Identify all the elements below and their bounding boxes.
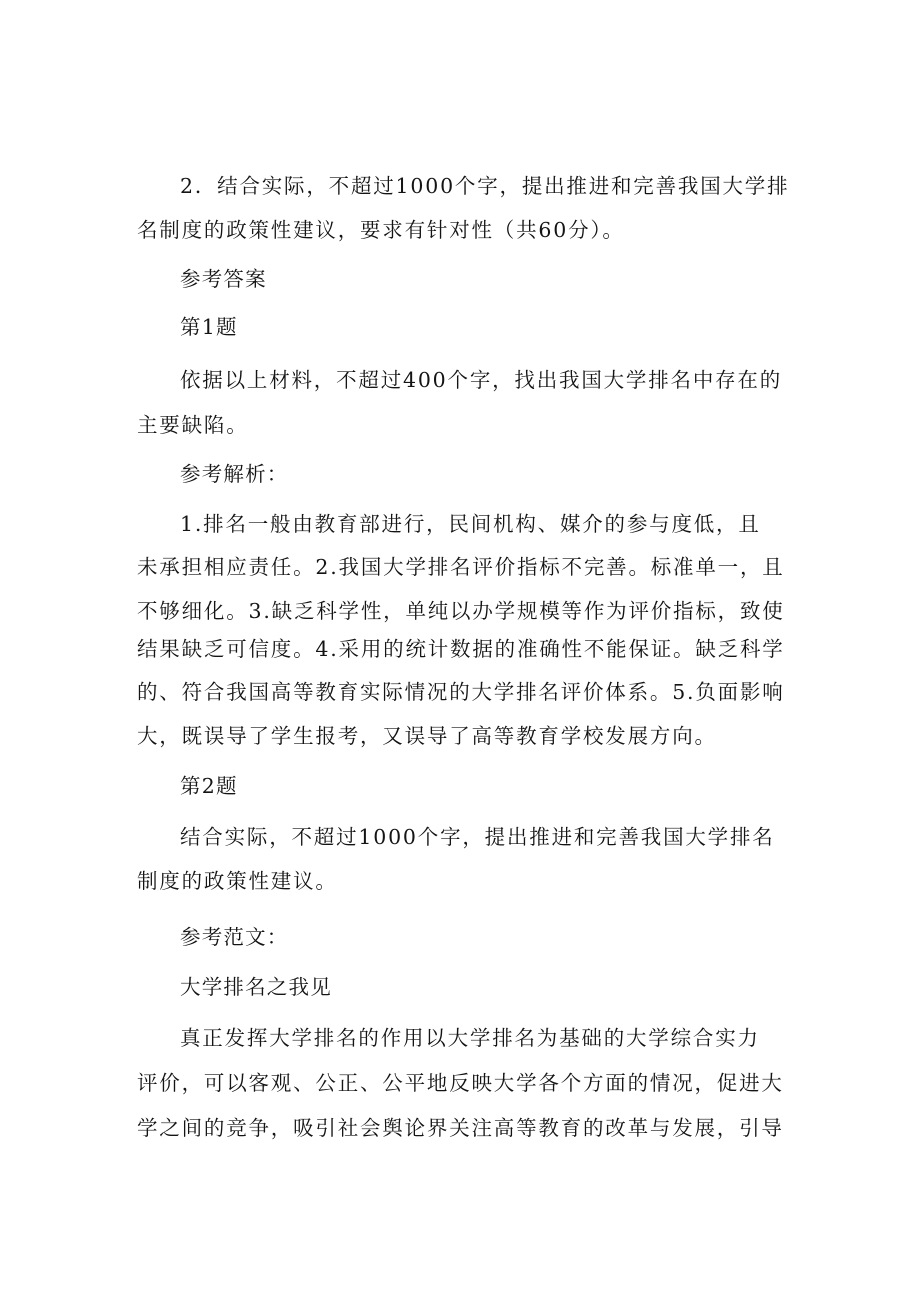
q1-analysis-line-6: 大，既误导了学生报考，又误导了高等教育学校发展方向。	[137, 724, 717, 748]
question2-line-1: 2．结合实际，不超过1000个字，提出推进和完善我国大学排	[180, 174, 790, 198]
essay-line-3: 学之间的竞争，吸引社会舆论界关注高等教育的改革与发展，引导	[137, 1116, 784, 1140]
q2-heading: 第2题	[180, 774, 238, 798]
q1-heading: 第1题	[180, 315, 238, 339]
question2-line-2: 名制度的政策性建议，要求有针对性（共60分）。	[137, 218, 625, 242]
q2-prompt-line-1: 结合实际，不超过1000个字，提出推进和完善我国大学排名	[180, 825, 775, 849]
q1-analysis-line-3: 不够细化。3.缺乏科学性，单纯以办学规模等作为评价指标，致使	[137, 599, 785, 623]
q1-analysis-line-4: 结果缺乏可信度。4.采用的统计数据的准确性不能保证。缺乏科学	[137, 637, 785, 661]
q1-prompt-line-2: 主要缺陷。	[137, 413, 249, 437]
essay-line-1: 真正发挥大学排名的作用以大学排名为基础的大学综合实力	[180, 1026, 760, 1050]
essay-line-2: 评价，可以客观、公正、公平地反映大学各个方面的情况，促进大	[137, 1071, 784, 1095]
essay-title: 大学排名之我见	[180, 975, 332, 999]
q1-analysis-heading: 参考解析：	[180, 462, 289, 486]
q2-prompt-line-2: 制度的政策性建议。	[137, 869, 338, 893]
q1-prompt-line-1: 依据以上材料，不超过400个字，找出我国大学排名中存在的	[180, 368, 783, 392]
q1-analysis-line-5: 的、符合我国高等教育实际情况的大学排名评价体系。5.负面影响	[137, 680, 785, 704]
q1-analysis-line-1: 1.排名一般由教育部进行，民间机构、媒介的参与度低，且	[180, 512, 761, 536]
q1-analysis-line-2: 未承担相应责任。2.我国大学排名评价指标不完善。标准单一，且	[137, 555, 785, 579]
answer-heading: 参考答案	[180, 267, 267, 291]
q2-sample-heading: 参考范文：	[180, 925, 289, 949]
